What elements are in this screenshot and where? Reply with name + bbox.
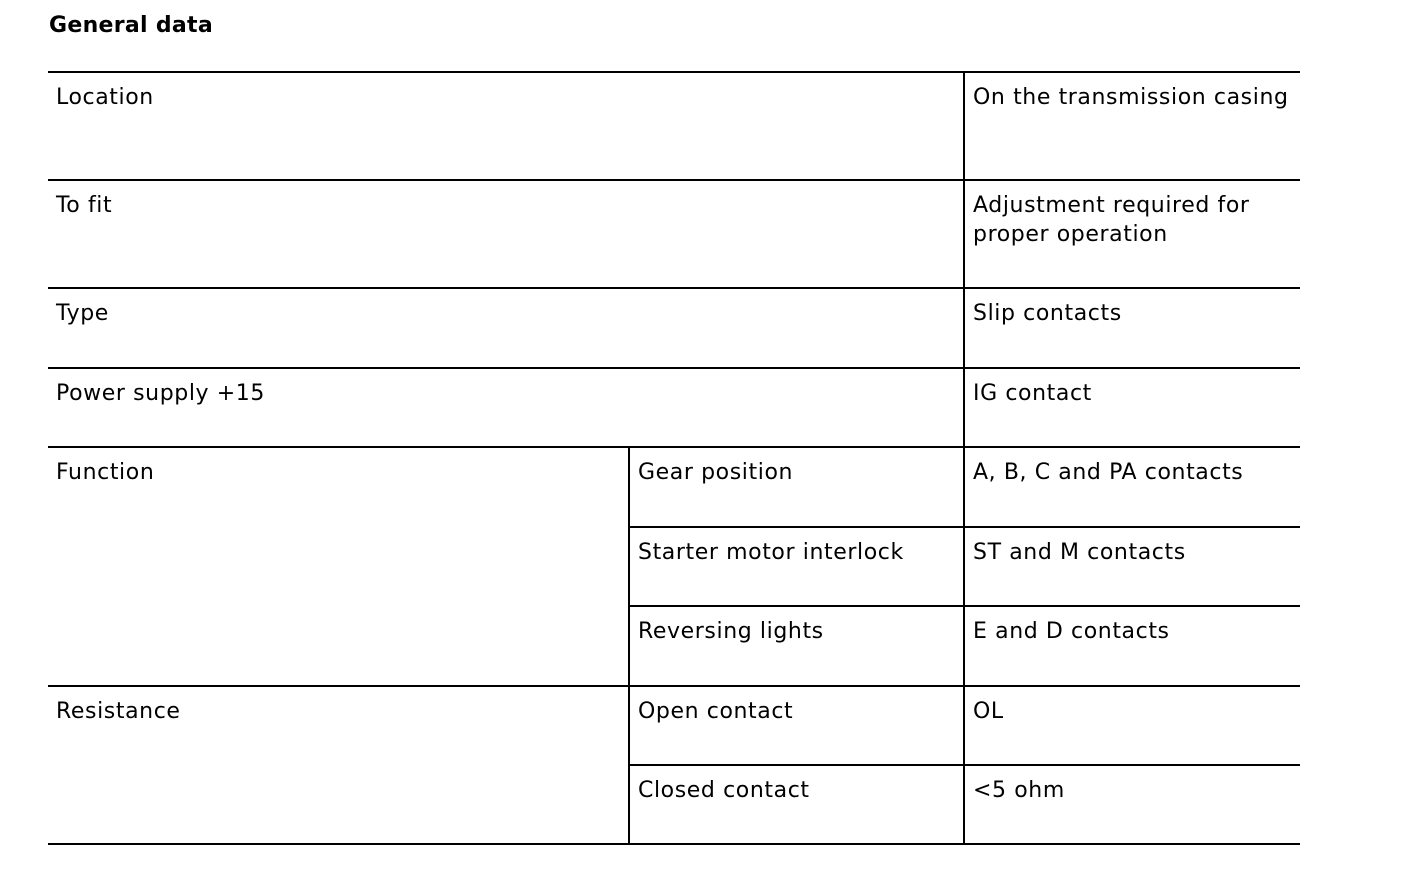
location-label: Location: [48, 72, 964, 180]
gear-position-value: A, B, C and PA contacts: [964, 447, 1300, 527]
type-label: Type: [48, 288, 964, 368]
table-row-resistance-open: [48, 686, 1300, 765]
gear-position-label: Gear position: [629, 447, 964, 527]
open-contact-value: OL: [964, 686, 1300, 765]
function-label: Function: [48, 447, 629, 686]
table-row-function-gear-position: [48, 447, 1300, 527]
power-supply-value: IG contact: [964, 368, 1300, 447]
general-data-table-container: [48, 71, 1300, 845]
to-fit-value: Adjustment required for proper operation: [964, 180, 1300, 288]
reversing-lights-value: E and D contacts: [964, 606, 1300, 686]
open-contact-label: Open contact: [629, 686, 964, 765]
general-data-table: [48, 71, 1300, 845]
table-row-power-supply: [48, 368, 1300, 447]
closed-contact-label: Closed contact: [629, 765, 964, 844]
table-row-type: [48, 288, 1300, 368]
type-value: Slip contacts: [964, 288, 1300, 368]
reversing-lights-label: Reversing lights: [629, 606, 964, 686]
starter-motor-interlock-value: ST and M contacts: [964, 527, 1300, 606]
to-fit-label: To fit: [48, 180, 964, 288]
closed-contact-value: <5 ohm: [964, 765, 1300, 844]
table-row-location: [48, 72, 1300, 180]
resistance-label: Resistance: [48, 686, 629, 844]
location-value: On the transmission casing: [964, 72, 1300, 180]
starter-motor-interlock-label: Starter motor interlock: [629, 527, 964, 606]
table-row-to-fit: [48, 180, 1300, 288]
page-title: General data: [49, 13, 214, 38]
power-supply-label: Power supply +15: [48, 368, 964, 447]
